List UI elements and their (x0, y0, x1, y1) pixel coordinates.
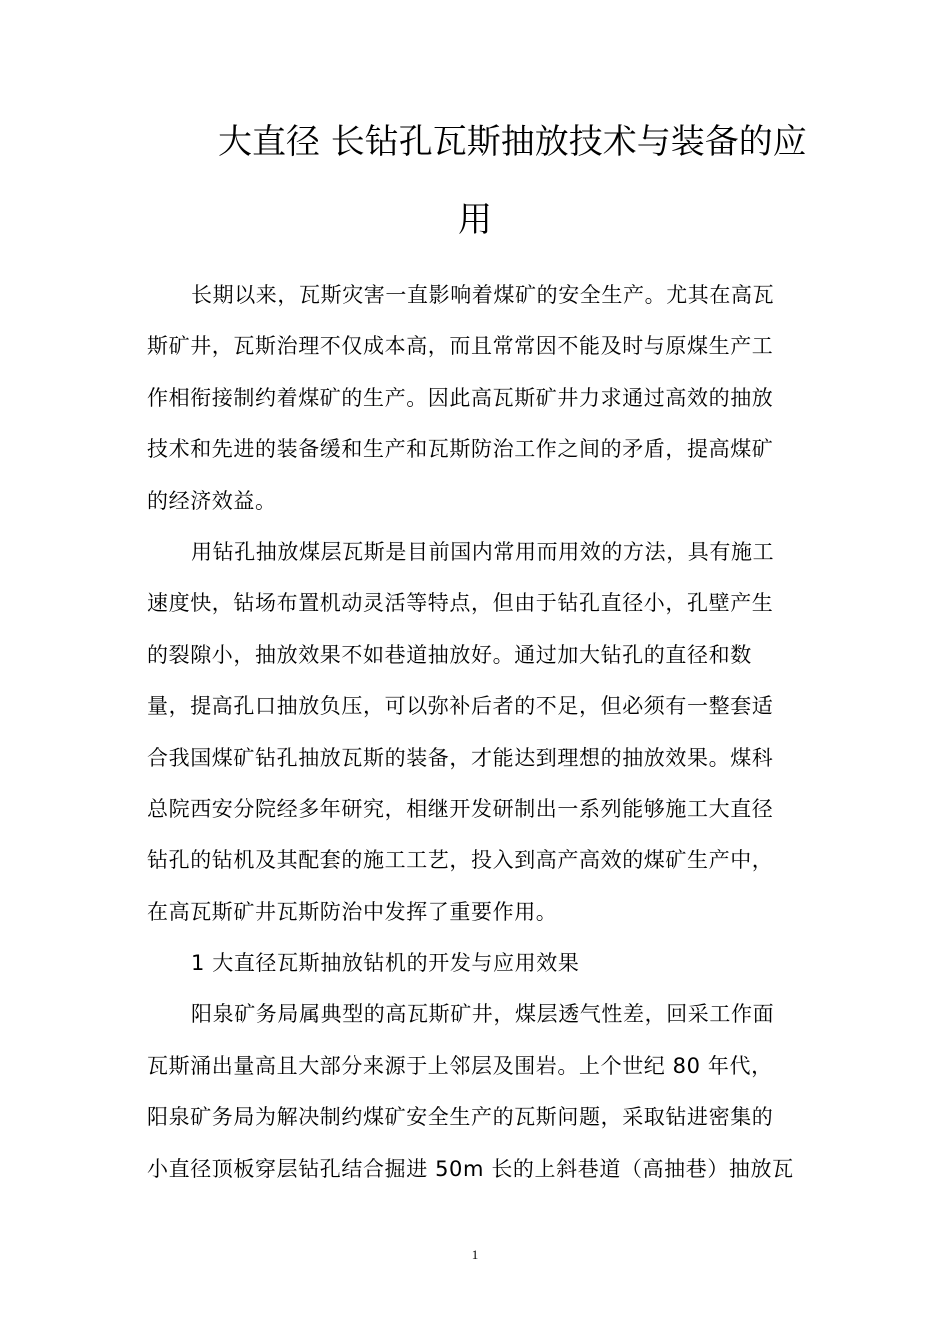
paragraph-line: 的裂隙小，抽放效果不如巷道抽放好。通过加大钻孔的直径和数 (147, 642, 752, 667)
paragraph-line: 小直径顶板穿层钻孔结合掘进 50m 长的上斜巷道（高抽巷）抽放瓦 (147, 1156, 794, 1181)
paragraph-line: 作相衔接制约着煤矿的生产。因此高瓦斯矿井力求通过高效的抽放 (147, 385, 774, 410)
page-number: 1 (471, 1247, 479, 1262)
paragraph-line: 总院西安分院经多年研究，相继开发研制出一系列能够施工大直径 (147, 796, 774, 821)
paragraph-line: 瓦斯涌出量高且大部分来源于上邻层及围岩。上个世纪 80 年代， (147, 1053, 773, 1078)
paragraph-line: 速度快，钻场布置机动灵活等特点，但由于钻孔直径小，孔壁产生 (147, 591, 774, 616)
paragraph-line: 用钻孔抽放煤层瓦斯是目前国内常用而用效的方法，具有施工 (191, 539, 775, 564)
paragraph-line: 阳泉矿务局为解决制约煤矿安全生产的瓦斯问题，采取钻进密集的 (147, 1105, 774, 1130)
paragraph-line: 在高瓦斯矿井瓦斯防治中发挥了重要作用。 (147, 899, 558, 924)
paragraph-line: 长期以来，瓦斯灾害一直影响着煤矿的安全生产。尤其在高瓦 (191, 283, 775, 307)
paragraph-line: 钻孔的钻机及其配套的施工工艺，投入到高产高效的煤矿生产中， (147, 848, 774, 873)
paragraph-line: 阳泉矿务局属典型的高瓦斯矿井，煤层透气性差，回采工作面 (191, 1002, 775, 1027)
document-title-line-2: 用 (458, 200, 492, 240)
paragraph-line: 量，提高孔口抽放负压，可以弥补后者的不足，但必须有一整套适 (147, 694, 774, 719)
document-title-line-1: 大直径 长钻孔瓦斯抽放技术与装备的应 (218, 122, 807, 162)
section-heading: 1 大直径瓦斯抽放钻机的开发与应用效果 (191, 951, 580, 976)
paragraph-line: 斯矿井，瓦斯治理不仅成本高，而且常常因不能及时与原煤生产工 (147, 334, 774, 359)
paragraph-line: 合我国煤矿钻孔抽放瓦斯的装备，才能达到理想的抽放效果。煤科 (147, 745, 774, 770)
document-body (147, 270, 803, 1195)
paragraph-line: 技术和先进的装备缓和生产和瓦斯防治工作之间的矛盾，提高煤矿 (147, 437, 774, 462)
paragraph-line: 的经济效益。 (147, 488, 277, 513)
